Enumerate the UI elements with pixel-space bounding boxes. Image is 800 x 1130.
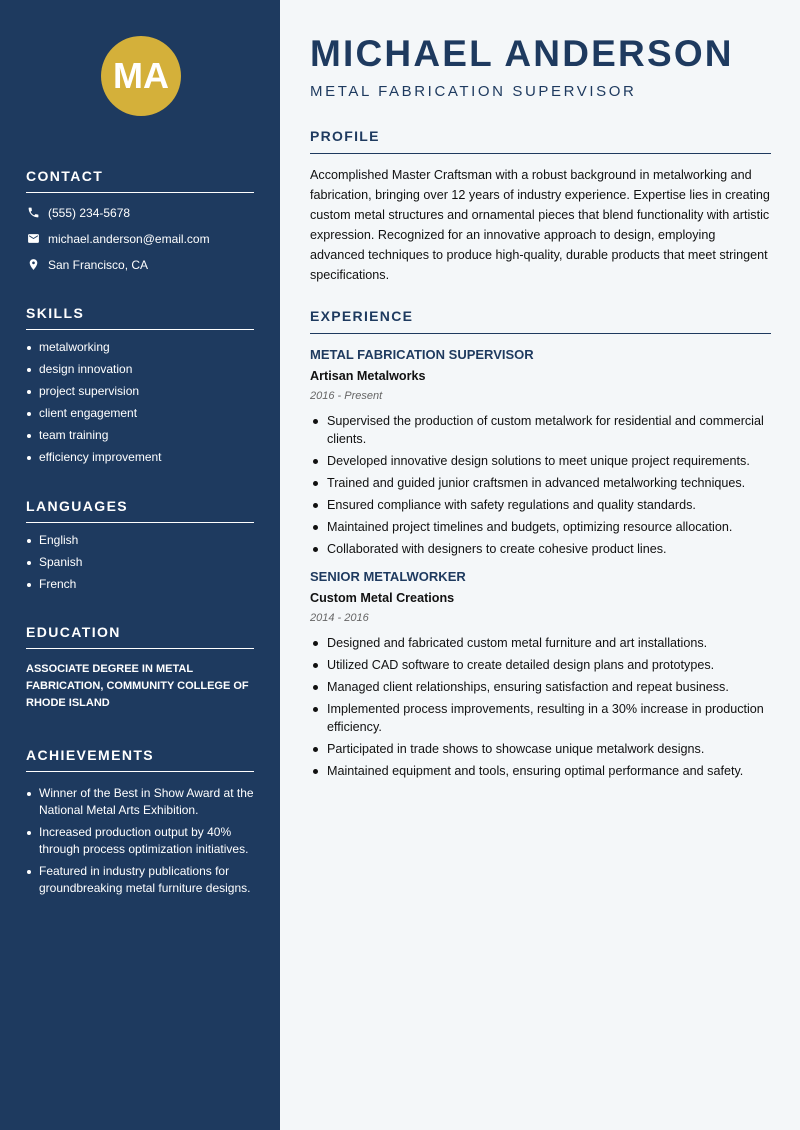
education-degree: ASSOCIATE DEGREE IN METAL FABRICATION, COMMUNITY COLLEGE OF RHODE ISLAND (26, 663, 249, 709)
job-company: Artisan Metalworks (310, 369, 426, 383)
achievement-item: Increased production output by 40% through process optimization initiatives. (26, 824, 254, 858)
mail-icon (26, 232, 40, 246)
profile-text: Accomplished Master Craftsman with a robust background in metalworking and fabrication, bringing over 12 years of industry experience. Expertise lies in creating custom metal structures and ornamental pieces that blend functionality with artistic expression. Recognized for an innovative approach to design, employing advanced techniques to produce high-quality, durable products that meet stringent specifications. (310, 168, 770, 282)
contact-location-row (26, 257, 254, 272)
experience-heading: EXPERIENCE (310, 308, 771, 334)
job-dates: 2016 - Present (310, 390, 383, 402)
candidate-name: MICHAEL ANDERSON (310, 33, 734, 74)
job-bullet: Ensured compliance with safety regulations and quality standards. (310, 496, 771, 514)
job-role: METAL FABRICATION SUPERVISOR (310, 347, 534, 362)
job-bullet: Utilized CAD software to create detailed design plans and prototypes. (310, 656, 771, 674)
skills-list (26, 339, 254, 466)
job-bullets (310, 634, 771, 780)
sidebar (0, 0, 280, 1130)
skills-section (26, 305, 254, 471)
skill-item: efficiency improvement (26, 449, 254, 466)
contact-location: San Francisco, CA (48, 257, 149, 272)
job-dates: 2014 - 2016 (310, 612, 369, 624)
contact-heading: CONTACT (26, 168, 254, 193)
contact-section (26, 168, 254, 272)
profile-section (310, 128, 771, 285)
skills-heading: SKILLS (26, 305, 254, 330)
job-bullets (310, 412, 771, 558)
contact-email-row (26, 231, 254, 246)
job-bullet: Supervised the production of custom metalwork for residential and commercial clients. (310, 412, 771, 448)
job-bullet: Collaborated with designers to create cohesive product lines. (310, 540, 771, 558)
skill-item: project supervision (26, 383, 254, 400)
experience-section (310, 308, 771, 784)
contact-phone-row (26, 205, 254, 220)
candidate-title: METAL FABRICATION SUPERVISOR (310, 83, 637, 100)
contact-phone[interactable]: (555) 234-5678 (48, 205, 131, 220)
job-bullet: Maintained project timelines and budgets, optimizing resource allocation. (310, 518, 771, 536)
avatar: MA (101, 36, 181, 116)
job-entry (310, 569, 771, 780)
language-item: Spanish (26, 554, 254, 571)
job-role: SENIOR METALWORKER (310, 569, 466, 584)
job-bullet: Participated in trade shows to showcase unique metalwork designs. (310, 740, 771, 758)
education-heading: EDUCATION (26, 624, 254, 649)
achievement-item: Featured in industry publications for groundbreaking metal furniture designs. (26, 863, 254, 897)
language-item: French (26, 576, 254, 593)
contact-email[interactable]: michael.anderson@email.com (48, 231, 210, 246)
skill-item: design innovation (26, 361, 254, 378)
job-bullet: Trained and guided junior craftsmen in advanced metalworking techniques. (310, 474, 771, 492)
language-item: English (26, 532, 254, 549)
education-section (26, 624, 254, 712)
skill-item: metalworking (26, 339, 254, 356)
job-company: Custom Metal Creations (310, 591, 455, 605)
job-entry (310, 347, 771, 558)
achievements-section (26, 747, 254, 902)
languages-heading: LANGUAGES (26, 498, 254, 523)
skill-item: client engagement (26, 405, 254, 422)
location-pin-icon (26, 258, 40, 272)
languages-list (26, 532, 254, 593)
phone-icon (26, 206, 40, 220)
skill-item: team training (26, 427, 254, 444)
job-bullet: Designed and fabricated custom metal furniture and art installations. (310, 634, 771, 652)
job-bullet: Maintained equipment and tools, ensuring optimal performance and safety. (310, 762, 771, 780)
job-bullet: Managed client relationships, ensuring satisfaction and repeat business. (310, 678, 771, 696)
profile-heading: PROFILE (310, 128, 771, 154)
languages-section (26, 498, 254, 598)
achievements-list (26, 785, 254, 897)
achievement-item: Winner of the Best in Show Award at the National Metal Arts Exhibition. (26, 785, 254, 819)
achievements-heading: ACHIEVEMENTS (26, 747, 254, 772)
job-bullet: Implemented process improvements, resulting in a 30% increase in production efficiency. (310, 700, 771, 736)
job-bullet: Developed innovative design solutions to meet unique project requirements. (310, 452, 771, 470)
